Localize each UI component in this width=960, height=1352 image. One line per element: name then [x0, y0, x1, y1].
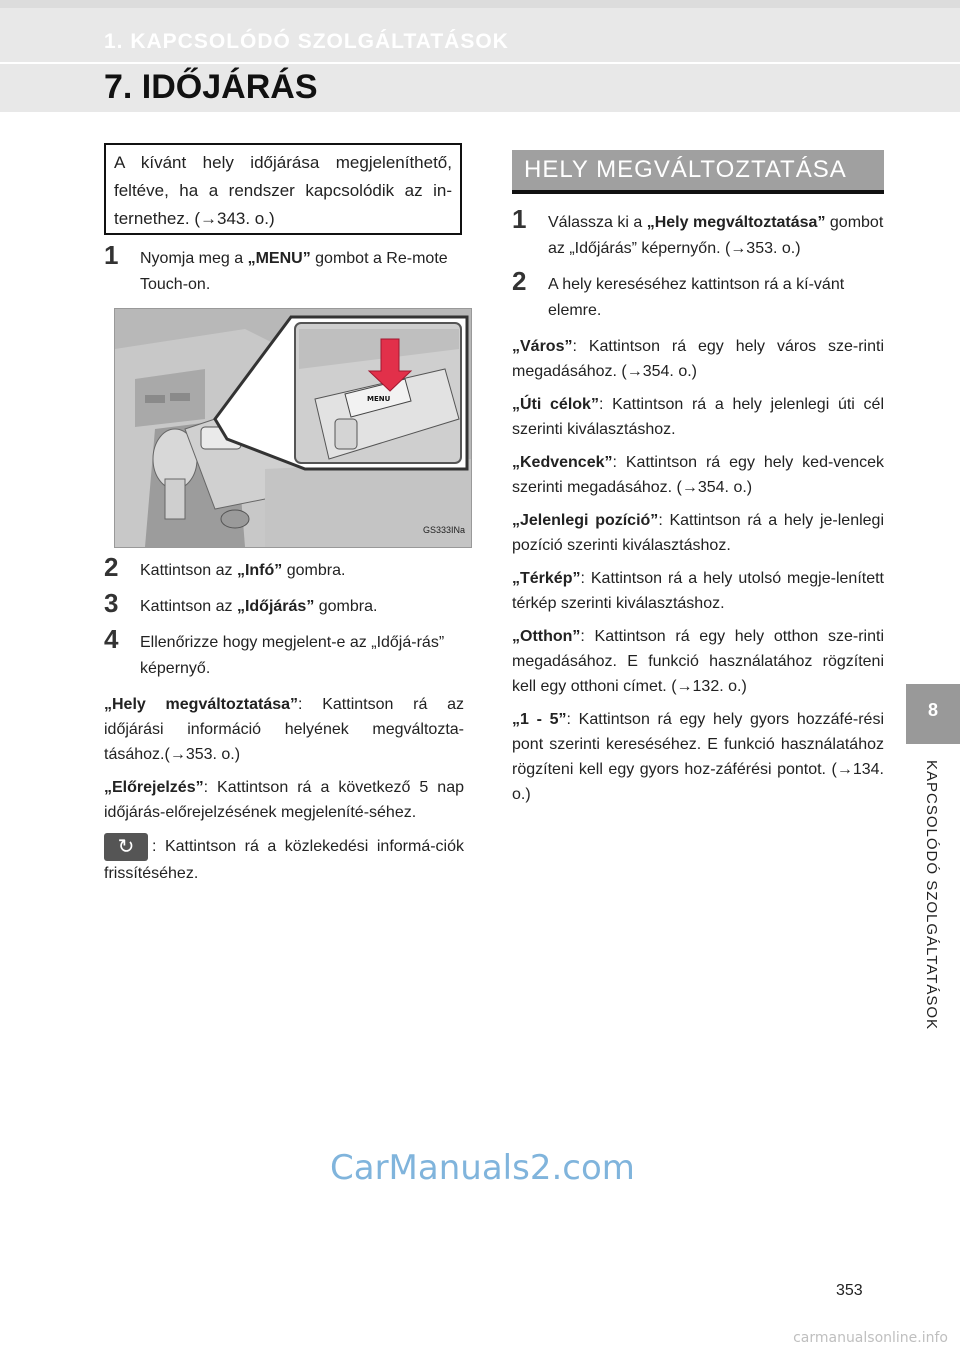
option-current-position: [512, 508, 884, 558]
refresh-description: [104, 833, 464, 886]
option-favorites: [512, 450, 884, 500]
option-quick-access: [512, 707, 884, 807]
step-text: gombot az „Időjárás” képernyőn. (→353. o.): [548, 214, 884, 257]
term-text: : Kattintson rá egy hely gyors hozzáfé-rési pont szerinti kereséséhez. E funkció használatához rögzíteni kell egy gyors hoz-záférési pontot. (→134. o.): [512, 711, 884, 803]
intro-box: A kívánt hely időjárása megjeleníthető, feltéve, ha a rendszer kapcsolódik az in-ternethez. (→343. o.): [104, 143, 462, 235]
remote-touch-illustration: [115, 309, 471, 547]
change-location-label: „Hely megváltoztatása”: [646, 214, 826, 231]
option-destinations: [512, 392, 884, 442]
step-1: [104, 240, 464, 298]
step-4: [104, 624, 464, 682]
right-column: [512, 204, 885, 815]
change-location-heading: HELY MEGVÁLTOZTATÁSA: [512, 150, 884, 194]
term-label: „Térkép”: [512, 570, 581, 587]
refresh-icon: ↻: [117, 836, 135, 858]
option-map: [512, 566, 884, 616]
term-label: „Otthon”: [512, 628, 581, 645]
term-text: : Kattintson rá a hely je-lenlegi pozíció szerinti kiválasztáshoz.: [512, 512, 885, 554]
step-number: 1: [512, 204, 527, 234]
section-title: 1. KAPCSOLÓDÓ SZOLGÁLTATÁSOK: [104, 30, 509, 53]
term-label: „Előrejelzés”: [104, 779, 204, 796]
step-text: Kattintson az: [140, 562, 237, 579]
term-text: : Kattintson rá az időjárási információ helyének megváltozta-tásához.(→353. o.): [104, 696, 465, 763]
step-number: 2: [104, 552, 119, 582]
term-label: „Jelenlegi pozíció”: [512, 512, 659, 529]
refresh-button-icon: [104, 833, 148, 861]
chapter-number: 8: [927, 700, 938, 720]
watermark: CarManuals2.com: [330, 1148, 635, 1188]
term-text: : Kattintson rá egy hely otthon sze-rinti megadásához. E funkció használatához rögzíteni kell egy otthoni címet. (→132. o.): [512, 628, 884, 695]
photo-caption: GS333INa: [422, 525, 465, 535]
left-column: [104, 240, 465, 894]
term-text: : Kattintson rá a közlekedési informá-ciók frissítéséhez.: [104, 838, 464, 882]
step-number: 2: [512, 266, 527, 296]
step-number: 1: [104, 240, 119, 270]
footer-watermark: carmanualsonline.info: [793, 1330, 948, 1346]
right-step-2: [512, 266, 884, 324]
remote-touch-photo: [114, 308, 472, 548]
step-2: [104, 552, 464, 584]
chapter-side-title: [918, 760, 938, 1080]
step-number: 3: [104, 588, 119, 618]
step-text: A hely kereséséhez kattintson rá a kí-vánt elemre.: [548, 276, 845, 319]
term-label: „Hely megváltoztatása”: [104, 696, 299, 713]
page-header: [0, 0, 960, 112]
term-label: „Úti célok”: [512, 396, 599, 413]
chapter-tab: [906, 684, 960, 744]
page-title: 7. IDŐJÁRÁS: [104, 68, 318, 106]
term-text: : Kattintson rá a következő 5 nap időjárás-előrejelzésének megjeleníté-séhez.: [104, 779, 464, 821]
page-number: 353: [836, 1282, 863, 1299]
step-text: gombra.: [282, 562, 346, 579]
step-text: Ellenőrizze hogy megjelent-e az „Időjá-rás” képernyő.: [140, 634, 445, 677]
menu-button-label: „MENU”: [247, 250, 311, 267]
right-step-1: [512, 204, 884, 262]
term-text: : Kattintson rá egy hely város sze-rinti megadásához. (→354. o.): [512, 338, 884, 380]
weather-button-label: „Időjárás”: [236, 598, 315, 615]
info-button-label: „Infó”: [236, 562, 283, 579]
step-3: [104, 588, 464, 620]
step-number: 4: [104, 624, 119, 654]
step-text: Válassza ki a: [548, 214, 647, 231]
change-location-description: [104, 692, 464, 767]
header-divider: [0, 62, 960, 64]
option-home: [512, 624, 884, 699]
step-text: Nyomja meg a: [140, 250, 248, 267]
step-text: Kattintson az: [140, 598, 237, 615]
term-label: „Kedvencek”: [512, 454, 613, 471]
term-text: : Kattintson rá a hely utolsó megje-lenített térkép szerinti kiválasztáshoz.: [512, 570, 884, 612]
term-text: : Kattintson rá a hely jelenlegi úti cél szerinti kiválasztáshoz.: [512, 396, 885, 438]
term-label: „Város”: [512, 338, 573, 355]
step-text: gombra.: [314, 598, 378, 615]
photo-menu-label: MENU: [367, 395, 391, 403]
term-text: : Kattintson rá egy hely ked-vencek szerinti megadásához. (→354. o.): [512, 454, 884, 496]
chapter-title: KAPCSOLÓDÓ SZOLGÁLTATÁSOK: [923, 760, 940, 1031]
option-city: [512, 334, 884, 384]
step-text: gombot a Re-mote Touch-on.: [140, 250, 448, 293]
term-label: „1 - 5”: [512, 711, 567, 728]
forecast-description: [104, 775, 464, 825]
